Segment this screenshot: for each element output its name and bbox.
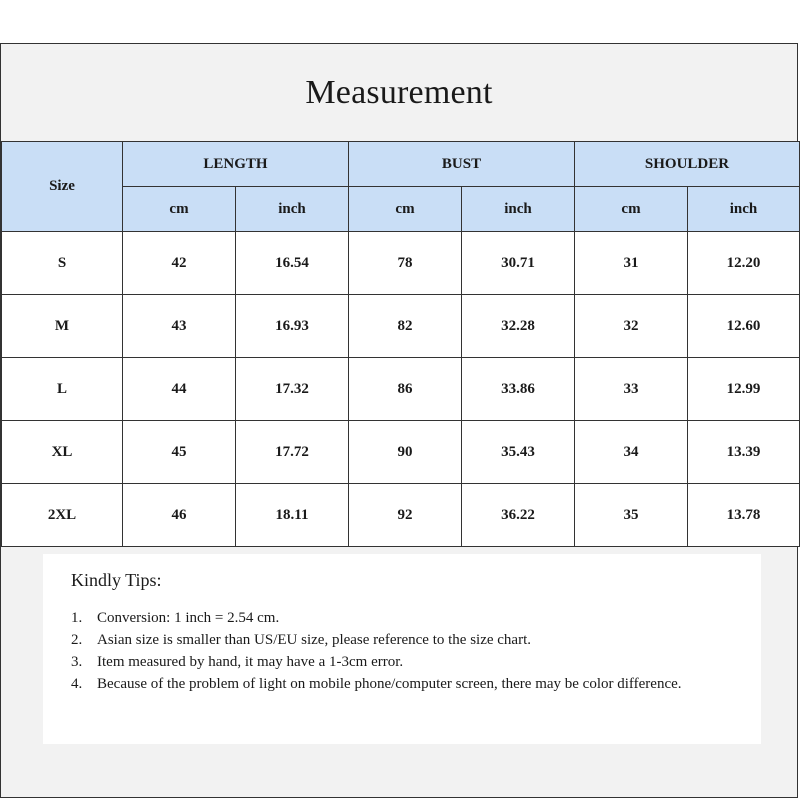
list-number: 1. — [71, 610, 83, 626]
list-item — [71, 651, 733, 673]
table-row — [2, 358, 800, 421]
list-item — [71, 629, 733, 651]
table-cell: 12.99 — [688, 358, 800, 421]
tips-heading: Kindly Tips: — [71, 570, 162, 590]
table-cell: 35.43 — [462, 421, 575, 484]
table-row — [2, 484, 800, 547]
table-cell: 17.32 — [236, 358, 349, 421]
list-item — [71, 673, 733, 695]
unit-header: cm — [349, 187, 462, 232]
size-cell: 2XL — [2, 484, 123, 547]
table-cell: 12.20 — [688, 232, 800, 295]
table-cell: 42 — [123, 232, 236, 295]
list-item — [71, 607, 733, 629]
table-cell: 16.54 — [236, 232, 349, 295]
header-row-groups — [2, 142, 800, 187]
table-cell: 86 — [349, 358, 462, 421]
list-text: Item measured by hand, it may have a 1-3cm error. — [97, 654, 404, 670]
table-cell: 12.60 — [688, 295, 800, 358]
length-group-header: LENGTH — [123, 142, 349, 187]
size-cell: L — [2, 358, 123, 421]
list-number: 2. — [71, 632, 83, 648]
shoulder-group-header: SHOULDER — [575, 142, 800, 187]
list-number: 4. — [71, 676, 83, 692]
table-cell: 32.28 — [462, 295, 575, 358]
table-cell: 17.72 — [236, 421, 349, 484]
unit-header: inch — [236, 187, 349, 232]
table-cell: 33.86 — [462, 358, 575, 421]
unit-header: inch — [462, 187, 575, 232]
table-cell: 92 — [349, 484, 462, 547]
table-cell: 46 — [123, 484, 236, 547]
table-cell: 36.22 — [462, 484, 575, 547]
table-cell: 34 — [575, 421, 688, 484]
table-cell: 33 — [575, 358, 688, 421]
list-text: Conversion: 1 inch = 2.54 cm. — [97, 610, 280, 626]
table-cell: 44 — [123, 358, 236, 421]
table-row — [2, 295, 800, 358]
table-cell: 43 — [123, 295, 236, 358]
tips-list — [71, 607, 733, 695]
table-cell: 13.39 — [688, 421, 800, 484]
list-number: 3. — [71, 654, 83, 670]
size-cell: M — [2, 295, 123, 358]
table-cell: 82 — [349, 295, 462, 358]
table-cell: 30.71 — [462, 232, 575, 295]
table-cell: 45 — [123, 421, 236, 484]
table-cell: 32 — [575, 295, 688, 358]
table-cell: 16.93 — [236, 295, 349, 358]
unit-header: cm — [123, 187, 236, 232]
size-column-header: Size — [2, 142, 123, 232]
table-cell: 18.11 — [236, 484, 349, 547]
size-cell: S — [2, 232, 123, 295]
measurement-card — [0, 43, 798, 798]
table-cell: 35 — [575, 484, 688, 547]
tips-box — [43, 554, 761, 744]
list-text: Because of the problem of light on mobile phone/computer screen, there may be color difference. — [97, 676, 682, 692]
table-cell: 13.78 — [688, 484, 800, 547]
bust-group-header: BUST — [349, 142, 575, 187]
title-bar — [1, 44, 797, 141]
unit-header: inch — [688, 187, 800, 232]
table-cell: 78 — [349, 232, 462, 295]
table-cell: 31 — [575, 232, 688, 295]
unit-header: cm — [575, 187, 688, 232]
size-cell: XL — [2, 421, 123, 484]
list-text: Asian size is smaller than US/EU size, please reference to the size chart. — [97, 632, 531, 648]
table-row — [2, 232, 800, 295]
page-title: Measurement — [305, 73, 493, 111]
size-table — [1, 141, 800, 547]
table-cell: 90 — [349, 421, 462, 484]
table-row — [2, 421, 800, 484]
